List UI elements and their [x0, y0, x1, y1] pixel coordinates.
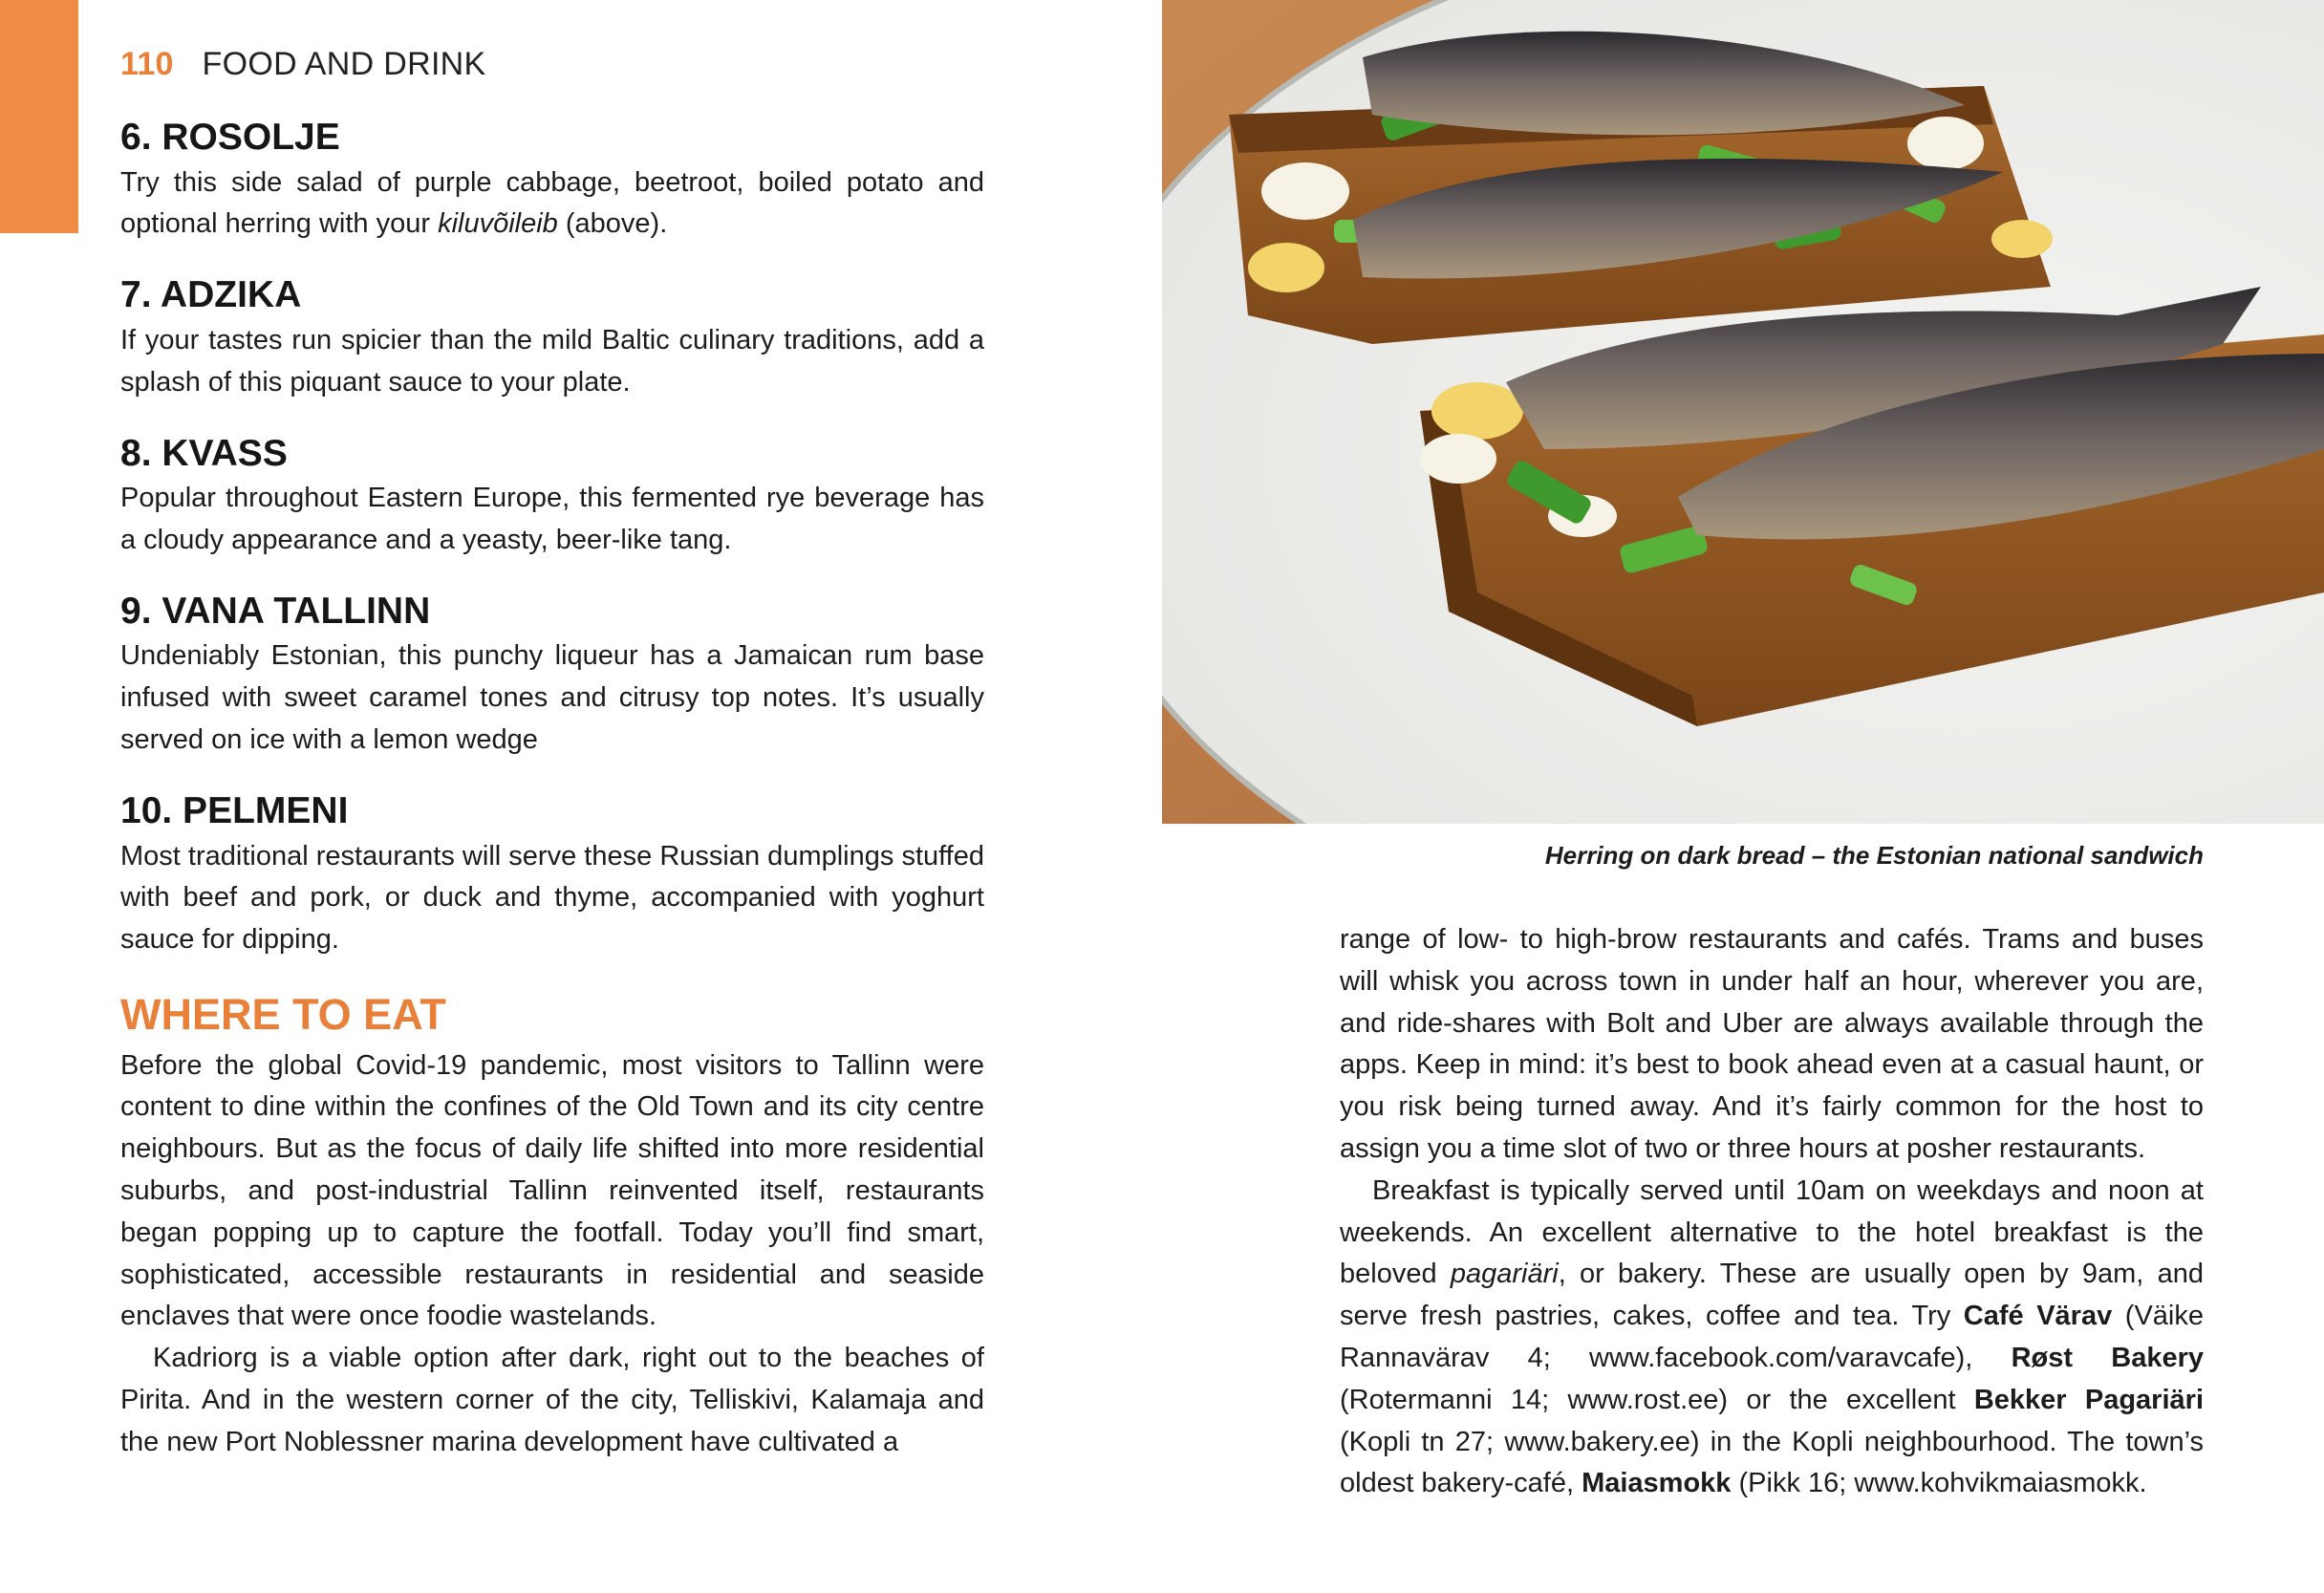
entry-kvass: [120, 433, 984, 562]
venue-name: Røst Bakery: [2011, 1342, 2204, 1373]
entry-text: Try this side salad of purple cabbage, beetroot, boiled potato and optional herring with your kiluvõileib (above).: [120, 166, 984, 240]
section-color-tab: [0, 0, 78, 233]
where-to-eat-paragraph-1: Before the global Covid-19 pandemic, most visitors to Tallinn were content to dine within the confines of the Old Town and its city centre neighbours. But as the focus of daily life shifted into more residential suburbs, and post-industrial Tallinn reinvented itself, restaurants began popping up to capture the footfall. Today you’ll find smart, sophisticated, accessible restaurants in residential and seaside enclaves that were once foodie wastelands.: [120, 1049, 984, 1332]
where-to-eat-heading: WHERE TO EAT: [120, 989, 446, 1039]
entry-title: 10. PELMENI: [120, 789, 349, 831]
venue-name: Maiasmokk: [1582, 1468, 1732, 1499]
photo-caption: Herring on dark bread – the Estonian national sandwich: [1544, 841, 2204, 870]
where-to-eat-paragraph-2: Kadriorg is a viable option after dark, right out to the beaches of Pirita. And in the western corner of the city, Telliskivi, Kalamaja and the new Port Noblessner marina development have cultivated a: [120, 1343, 984, 1457]
entry-vana-tallinn: [120, 591, 984, 762]
right-paragraph-2: Breakfast is typically served until 10am on weekdays and noon at weekends. An excellent alternative to the hotel breakfast is the beloved pagariäri, or bakery. These are usually open by 9am, and serve fresh pastries, cakes, coffee and tea. Try Café Värav (Väike Rannavärav 4; www.facebook.com/varavcafe), Røst Bakery (Rotermanni 14; www.rost.ee) or the excellent Bekker Pagariäri (Kopli tn 27; www.bakery.ee) in the Kopli neighbourhood. The town’s oldest bakery-café, Maiasmokk (Pikk 16; www.kohvikmaiasmokk.: [1340, 1174, 2204, 1499]
entry-title: 6. ROSOLJE: [120, 117, 340, 158]
venue-name: Café Värav: [1963, 1301, 2113, 1332]
entry-text: If your tastes run spicier than the mild Baltic culinary traditions, add a splash of this piquant sauce to your plate.: [120, 324, 984, 398]
entry-title: 8. KVASS: [120, 432, 288, 474]
section-name: FOOD AND DRINK: [202, 46, 486, 82]
venue-name: Bekker Pagariäri: [1973, 1384, 2204, 1415]
page-number: 110: [120, 46, 174, 82]
entry-text: Most traditional restaurants will serve these Russian dumplings stuffed with beef and pork, or duck and thyme, accompanied with yoghurt sauce for dipping.: [120, 840, 984, 956]
entry-pelmeni: [120, 790, 984, 961]
italic-term: kiluvõileib: [438, 208, 558, 240]
italic-term: pagariäri: [1450, 1259, 1559, 1290]
left-column: [120, 117, 984, 1464]
entry-rosolje: [120, 117, 984, 246]
right-column: [1340, 919, 2204, 1505]
entry-title: 9. VANA TALLINN: [120, 590, 431, 632]
right-paragraph-1: range of low- to high-brow restaurants and cafés. Trams and buses will whisk you across town in under half an hour, wherever you are, and ride-shares with Bolt and Uber are always available through the apps. Keep in mind: it’s best to book ahead even at a casual haunt, or you risk being turned away. And it’s fairly common for the host to assign you a time slot of two or three hours at posher restaurants.: [1340, 924, 2204, 1164]
entry-text: Popular throughout Eastern Europe, this fermented rye beverage has a cloudy appearance and a yeasty, beer-like tang.: [120, 483, 984, 555]
entry-title: 7. ADZIKA: [120, 274, 302, 316]
herring-sandwich-photo: [1162, 0, 2324, 824]
entry-adzika: [120, 274, 984, 403]
running-head: [120, 46, 486, 83]
entry-text: Undeniably Estonian, this punchy liqueur has a Jamaican rum base infused with sweet caramel tones and citrusy top notes. It’s usually served on ice with a lemon wedge: [120, 640, 984, 756]
